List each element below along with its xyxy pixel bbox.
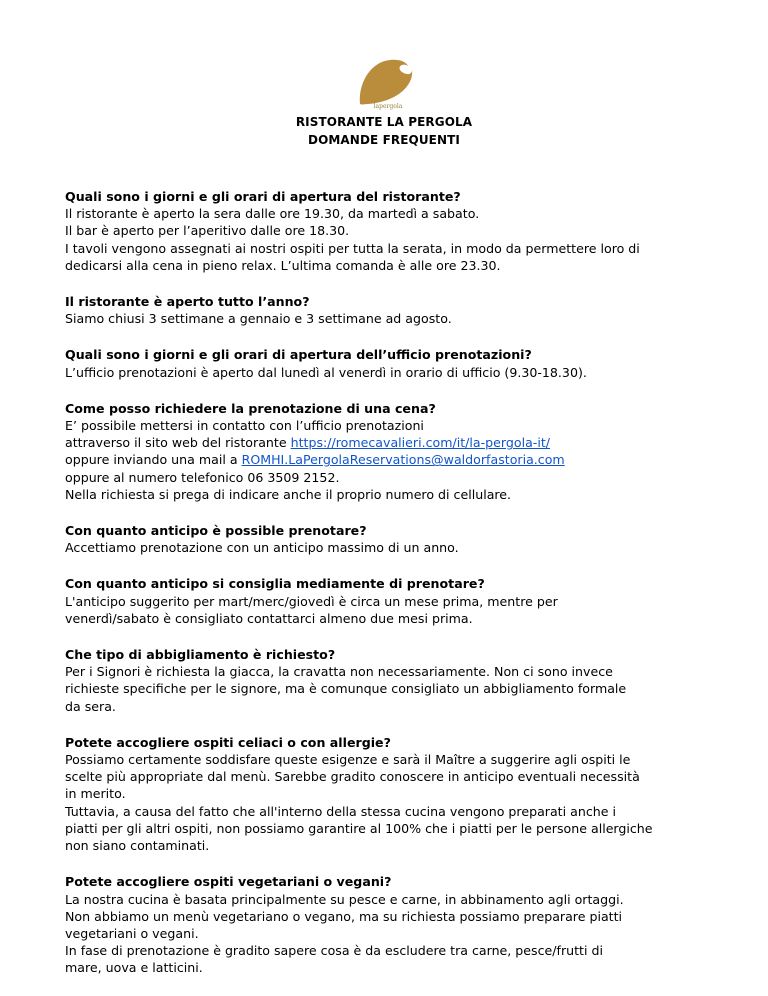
page-subtitle: DOMANDE FREQUENTI <box>308 133 460 147</box>
faq-answer-line: L'anticipo suggerito per mart/merc/giovedì è circa un mese prima, mentre per <box>65 593 558 609</box>
faq-question: Come posso richiedere la prenotazione di una cena? <box>65 400 436 416</box>
faq-question: Con quanto anticipo è possible prenotare? <box>65 523 367 539</box>
faq-answer-line: da sera. <box>65 698 116 714</box>
website-link[interactable]: https://romecavalieri.com/it/la-pergola-it/ <box>290 435 551 451</box>
faq-item-suggested-advance <box>65 575 715 627</box>
faq-answer-line: Nella richiesta si prega di indicare anche il proprio numero di cellulare. <box>65 486 512 502</box>
email-link[interactable]: ROMHI.LaPergolaReservations@waldorfastoria.com <box>241 452 565 468</box>
faq-answer-line: Possiamo certamente soddisfare queste esigenze e sarà il Maître a suggerire agli ospiti le <box>65 752 631 768</box>
faq-answer-line: richieste specifiche per le signore, ma è comunque consigliato un abbigliamento formale <box>65 681 627 697</box>
page-title: RISTORANTE LA PERGOLA <box>295 115 473 129</box>
faq-question: Quali sono i giorni e gli orari di apertura dell’ufficio prenotazioni? <box>65 347 532 363</box>
pergola-leaf-logo <box>356 54 416 110</box>
faq-item-opening-hours <box>65 188 715 274</box>
faq-answer-line: I tavoli vengono assegnati ai nostri ospiti per tutta la serata, in modo da permettere loro di <box>65 240 640 256</box>
faq-question: Il ristorante è aperto tutto l’anno? <box>65 294 310 310</box>
faq-answer-line: La nostra cucina è basata principalmente su pesce e carne, in abbinamento agli ortaggi. <box>65 891 624 907</box>
faq-answer-line: non siano contaminati. <box>65 838 210 854</box>
faq-answer-line: piatti per gli altri ospiti, non possiamo garantire al 100% che i piatti per le persone allergiche <box>65 820 653 836</box>
website-prefix-text: attraverso il sito web del ristorante <box>65 435 291 451</box>
faq-answer-line: Non abbiamo un menù vegetariano o vegano, ma su richiesta possiamo preparare piatti <box>65 908 623 924</box>
faq-answer-line: mare, uova e latticini. <box>65 960 203 976</box>
faq-answer-line: L’ufficio prenotazioni è aperto dal lunedì al venerdì in orario di ufficio (9.30-18.30). <box>65 364 587 380</box>
faq-answer-line: Per i Signori è richiesta la giacca, la cravatta non necessariamente. Non ci sono invece <box>65 664 613 680</box>
faq-item-how-to-book <box>65 400 715 503</box>
faq-question: Potete accogliere ospiti celiaci o con allergie? <box>65 734 391 750</box>
faq-answer-line: oppure al numero telefonico 06 3509 2152. <box>65 469 340 485</box>
faq-item-booking-office-hours <box>65 346 715 380</box>
faq-answer-line <box>65 434 715 451</box>
faq-question: Quali sono i giorni e gli orari di apertura del ristorante? <box>65 189 461 204</box>
faq-answer-line: in merito. <box>65 786 126 802</box>
faq-list <box>65 188 715 996</box>
faq-answer-line: dedicarsi alla cena in pieno relax. L’ultima comanda è alle ore 23.30. <box>65 257 501 273</box>
logo-wordmark: lapergola <box>373 103 403 110</box>
document-header <box>0 113 768 149</box>
faq-item-allergies <box>65 734 715 854</box>
faq-item-dress-code <box>65 646 715 715</box>
faq-answer-line: Tuttavia, a causa del fatto che all'interno della stessa cucina vengono preparati anche i <box>65 803 616 819</box>
faq-item-max-advance <box>65 522 715 556</box>
email-prefix-text: oppure inviando una mail a <box>65 452 242 468</box>
faq-answer-line: venerdì/sabato è consigliato contattarci almeno due mesi prima. <box>65 610 473 626</box>
faq-answer-line: Il bar è aperto per l’aperitivo dalle ore 18.30. <box>65 223 350 239</box>
faq-answer-line: In fase di prenotazione è gradito sapere cosa è da escludere tra carne, pesce/frutti di <box>65 943 603 959</box>
faq-answer-line: Siamo chiusi 3 settimane a gennaio e 3 settimane ad agosto. <box>65 311 452 327</box>
faq-item-open-all-year <box>65 293 715 327</box>
faq-answer-line <box>65 451 715 468</box>
faq-item-vegetarian <box>65 873 715 976</box>
faq-answer-line: vegetariani o vegani. <box>65 925 199 941</box>
faq-question: Potete accogliere ospiti vegetariani o vegani? <box>65 874 392 890</box>
faq-answer-line: E’ possibile mettersi in contatto con l’ufficio prenotazioni <box>65 418 424 434</box>
faq-question: Che tipo di abbigliamento è richiesto? <box>65 647 336 663</box>
faq-question: Con quanto anticipo si consiglia mediamente di prenotare? <box>65 576 485 592</box>
faq-answer-line: Accettiamo prenotazione con un anticipo massimo di un anno. <box>65 540 459 556</box>
faq-answer-line: scelte più appropriate dal menù. Sarebbe gradito conoscere in anticipo eventuali necessità <box>65 769 640 785</box>
faq-answer-line: Il ristorante è aperto la sera dalle ore 19.30, da martedì a sabato. <box>65 206 480 222</box>
